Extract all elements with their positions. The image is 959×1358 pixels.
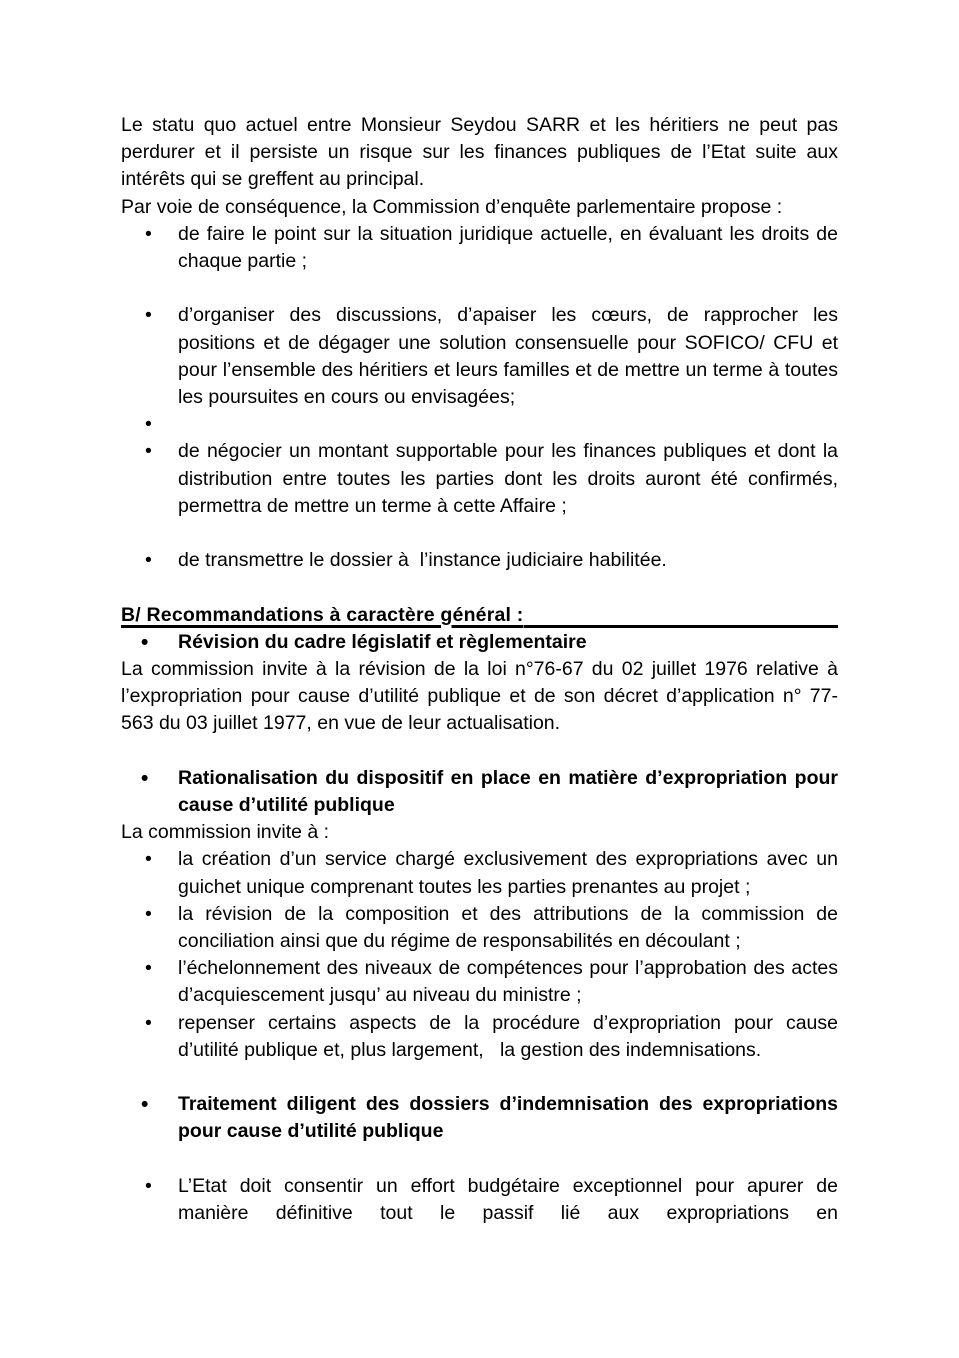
bullet-icon: • — [141, 766, 149, 790]
list-item-echelonnement — [145, 955, 838, 1009]
list-item-text: l’échelonnement des niveaux de compétences pour l’approbation des actes d’acquiescement jusqu’ au niveau du ministre ; — [178, 957, 838, 1007]
bullet-icon: • — [145, 848, 152, 871]
bullet-icon: • — [145, 1011, 152, 1034]
bullet-icon: • — [145, 1174, 152, 1197]
list-item-text: de négocier un montant supportable pour les finances publiques et dont la distribution entre toutes les parties dont les droits auront été confirmés, permettra de mettre un terme à cette Affaire ; — [178, 440, 838, 517]
bullet-icon: • — [145, 957, 152, 980]
spacer — [121, 738, 838, 765]
list-item-text: L’Etat doit consentir un effort budgétaire exceptionnel pour apurer de manière définitive tout le passif lié aux expropriations en — [178, 1174, 838, 1225]
recommendation-title-text: Traitement diligent des dossiers d’indemnisation des expropriations pour cause d’utilité publique — [178, 1093, 838, 1143]
list-item-text: repenser certains aspects de la procédure d’expropriation pour cause d’utilité publique et, plus largement, la gestion des indemnisations. — [178, 1011, 838, 1061]
bullet-icon: • — [145, 222, 152, 245]
paragraph-commission-invite: La commission invite à : — [121, 821, 330, 844]
list-item-text: de transmettre le dossier à l’instance judiciaire habilitée. — [178, 549, 667, 572]
list-item-text: de faire le point sur la situation juridique actuelle, en évaluant les droits de chaque partie ; — [178, 222, 838, 273]
list-item-empty — [145, 411, 838, 438]
spacer — [121, 1064, 838, 1091]
bullet-icon: • — [141, 1093, 149, 1117]
list-item-organiser-discussions — [145, 302, 838, 411]
bullet-icon: • — [145, 413, 152, 436]
list-item-negocier-montant — [145, 438, 838, 520]
recommendation-title-rationalisation — [141, 765, 838, 819]
list-item-text — [178, 411, 838, 438]
list-item-text: la révision de la composition et des attributions de la commission de conciliation ainsi que du régime de responsabilités en découlant ; — [178, 902, 838, 953]
list-item-transmettre-dossier — [145, 547, 838, 574]
heading-underline — [524, 602, 839, 628]
paragraph-proposition: Par voie de conséquence, la Commission d’enquête parlementaire propose : — [121, 195, 783, 218]
section-heading-text: B/ Recommandations à caractère général : — [121, 603, 524, 626]
section-heading-recommandations-general — [121, 602, 838, 629]
bullet-icon: • — [145, 902, 152, 925]
bullet-icon: • — [145, 440, 152, 463]
paragraph-revision-loi: La commission invite à la révision de la loi n°76-67 du 02 juillet 1976 relative à l’expropriation pour cause d’utilité publique et de son décret d’application n° 77-563 du 03 juillet 1977, en vue de leur actualisation. — [121, 658, 838, 735]
bullet-icon: • — [145, 304, 152, 327]
spacer — [121, 275, 838, 302]
paragraph-statu-quo: Le statu quo actuel entre Monsieur Seydou SARR et les héritiers ne peut pas perdurer et il persiste un risque sur les finances publiques de l’Etat suite aux intérêts qui se greffent au principal. — [121, 114, 838, 191]
recommendation-title-text: Révision du cadre législatif et règlementaire — [178, 630, 587, 653]
bullet-icon: • — [141, 630, 149, 654]
list-item-text: d’organiser des discussions, d’apaiser les cœurs, de rapprocher les positions et de dégager une solution consensuelle pour SOFICO/ CFU et pour l’ensemble des héritiers et leurs familles et de mettre un terme à toutes les poursuites en cours ou envisagées; — [178, 304, 838, 409]
list-item-etat-effort-budgetaire — [145, 1173, 838, 1227]
spacer — [121, 574, 838, 601]
list-item-text: la création d’un service chargé exclusivement des expropriations avec un guichet unique comprenant toutes les parties prenantes au projet ; — [178, 848, 838, 898]
list-item-creation-service — [145, 846, 838, 900]
spacer — [121, 1146, 838, 1173]
spacer — [121, 520, 838, 547]
list-item-faire-le-point — [145, 221, 838, 275]
recommendation-title-text: Rationalisation du dispositif en place en matière d’expropriation pour cause d’utilité publique — [178, 766, 838, 817]
bullet-icon: • — [145, 549, 152, 572]
list-item-revision-composition — [145, 901, 838, 955]
recommendation-title-traitement-diligent — [141, 1091, 838, 1145]
list-item-repenser-aspects — [145, 1010, 838, 1064]
recommendation-title-revision-cadre — [141, 629, 838, 656]
